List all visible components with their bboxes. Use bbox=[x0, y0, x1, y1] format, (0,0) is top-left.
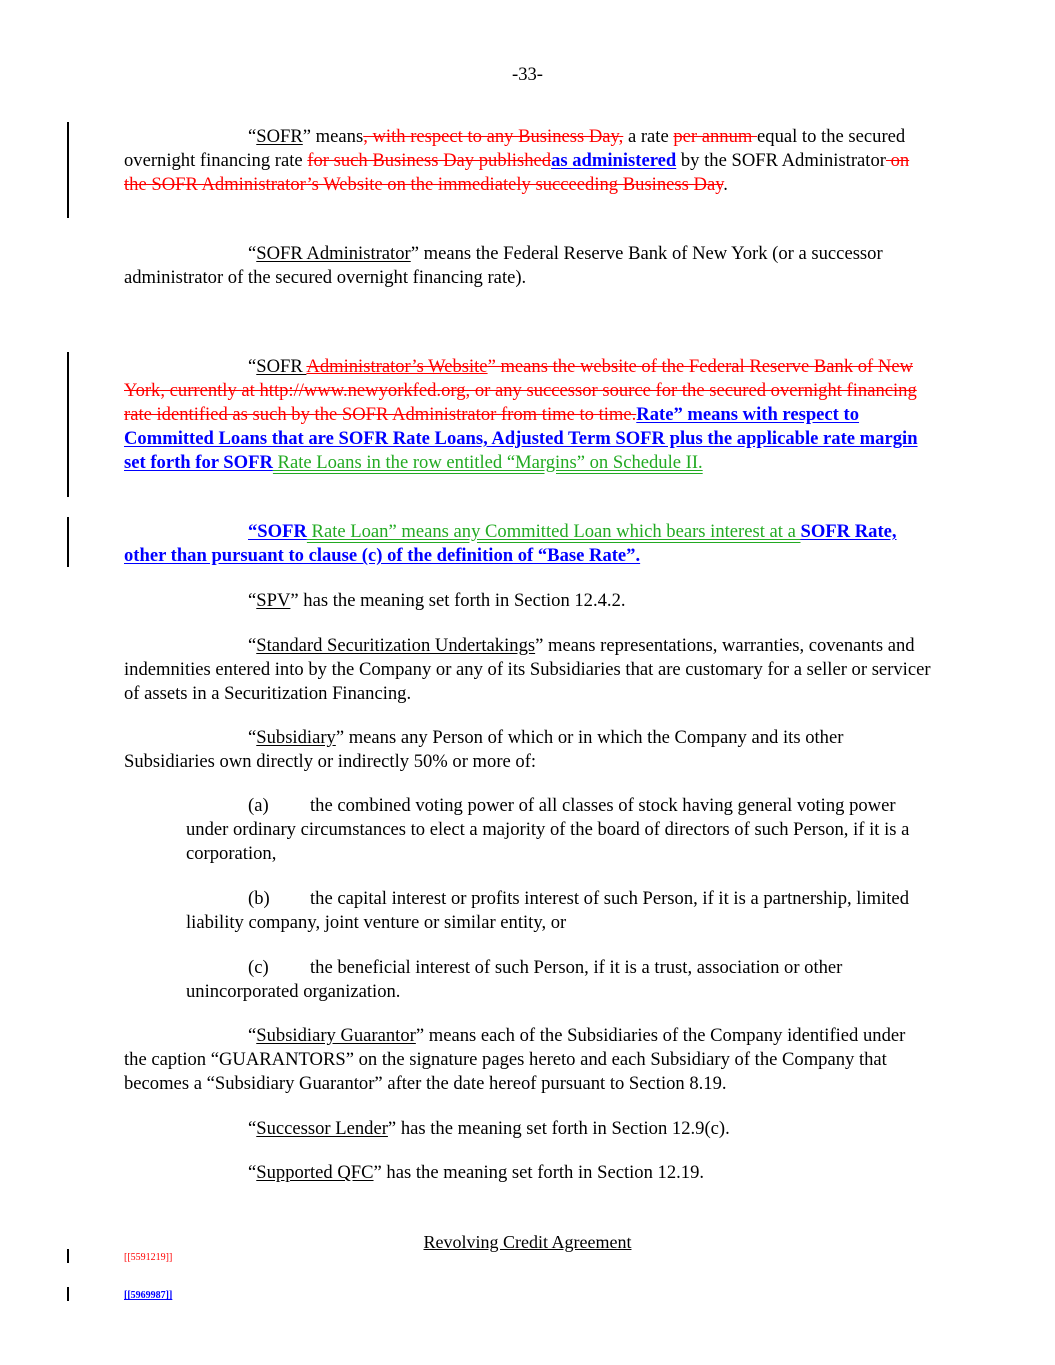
definition-sofr-rate-loan bbox=[124, 520, 932, 568]
page-number: -33- bbox=[512, 64, 543, 85]
quote: “ bbox=[248, 727, 257, 748]
definition-standard-securitization-undertakings bbox=[124, 634, 932, 706]
text: ” has the meaning set forth in Section 12.9(c). bbox=[387, 1118, 730, 1139]
inserted-text: “SOFR bbox=[248, 521, 307, 542]
text: by the SOFR Administrator bbox=[676, 150, 886, 171]
inserted-text: Rate” means with respect to Committed Loans that are SOFR Rate Loans, Adjusted Term SOFR plus the applicable rate margin set forth for SOFR bbox=[124, 404, 918, 473]
change-bar bbox=[67, 517, 69, 567]
definition-subsidiary-guarantor bbox=[124, 1024, 932, 1096]
change-bar bbox=[67, 1287, 69, 1301]
definition-sofr bbox=[124, 125, 932, 197]
defined-term: SOFR bbox=[256, 126, 303, 147]
definition-subsidiary bbox=[124, 726, 932, 774]
definition-spv bbox=[124, 589, 932, 613]
docket-number-deleted: [[5591219]] bbox=[124, 1252, 173, 1263]
defined-term: Supported QFC bbox=[256, 1162, 374, 1183]
quote: “ bbox=[248, 1025, 257, 1046]
footer-title: Revolving Credit Agreement bbox=[423, 1232, 632, 1252]
text: ” means bbox=[302, 126, 364, 147]
quote: “ bbox=[248, 1162, 257, 1183]
defined-term: SOFR Administrator bbox=[256, 243, 411, 264]
text: ” means any Person of which or in which the Company and its other Subsidiaries own directly or indirectly 50% or more of: bbox=[124, 727, 844, 772]
defined-term: SPV bbox=[256, 590, 291, 611]
text: ” means each of the Subsidiaries of the Company identified under the caption “GUARANTORS” on the signature pages hereto and each Subsidiary of the Company that becomes a “Subsidiary Guarantor” after the date hereof pursuant to Section 8.19. bbox=[124, 1025, 906, 1094]
quote: “ bbox=[248, 126, 257, 147]
definition-sofr-administrator bbox=[124, 242, 932, 290]
definition-successor-lender bbox=[124, 1117, 932, 1141]
subsidiary-clause-b bbox=[186, 887, 932, 935]
deleted-text: for such Business Day published bbox=[307, 150, 552, 171]
text: equal to the secured overnight financing rate bbox=[124, 126, 906, 171]
defined-term: Standard Securitization Undertakings bbox=[256, 635, 536, 656]
definition-sofr-rate bbox=[124, 355, 932, 475]
defined-term: Successor Lender bbox=[256, 1118, 388, 1139]
clause-label: (a) bbox=[248, 795, 269, 816]
change-bar bbox=[67, 352, 69, 497]
deleted-text: on the SOFR Administrator’s Website on the immediately succeeding Business Day bbox=[124, 150, 910, 195]
docket-number-inserted: [[5969987]] bbox=[124, 1290, 173, 1301]
inserted-text: SOFR Rate, other than pursuant to clause (c) of the definition of “Base Rate”. bbox=[124, 521, 897, 566]
quote: “ bbox=[248, 590, 257, 611]
text: ” has the meaning set forth in Section 12.4.2. bbox=[290, 590, 626, 611]
definition-supported-qfc bbox=[124, 1161, 932, 1185]
clause-text: the combined voting power of all classes of stock having general voting power under ordinary circumstances to elect a majority of the board of directors of such Person, if it is a corporation, bbox=[186, 795, 910, 864]
text: ” means the Federal Reserve Bank of New York (or a successor administrator of the secured overnight financing rate). bbox=[124, 243, 883, 288]
defined-term: Subsidiary bbox=[256, 727, 336, 748]
moved-text: Rate Loans in the row entitled “Margins” on Schedule II. bbox=[272, 452, 703, 473]
quote: “ bbox=[248, 635, 257, 656]
moved-text: Rate Loan” means any Committed Loan which bears interest at a bbox=[306, 521, 801, 542]
text: ” has the meaning set forth in Section 12.19. bbox=[373, 1162, 705, 1183]
deleted-text: , with respect to any Business Day, bbox=[363, 126, 624, 147]
subsidiary-clause-a bbox=[186, 794, 932, 866]
deleted-text: ” means the website of the Federal Reserve Bank of New York, currently at http://www.newyorkfed.org, or any successor source for the secured overnight financing rate identified as such by the SOFR Administrator from time to time. bbox=[124, 356, 917, 425]
quote: “ bbox=[248, 1118, 257, 1139]
defined-term: SOFR bbox=[256, 356, 307, 377]
change-bar bbox=[67, 122, 69, 218]
inserted-text: as administered bbox=[551, 150, 677, 171]
deleted-text: per annum bbox=[673, 126, 758, 147]
text: a rate bbox=[623, 126, 674, 147]
footer bbox=[0, 1230, 1055, 1254]
deleted-text: Administrator’s Website bbox=[306, 356, 488, 377]
subsidiary-clause-c bbox=[186, 956, 932, 1004]
clause-text: the capital interest or profits interest of such Person, if it is a partnership, limited liability company, joint venture or similar entity, or bbox=[186, 888, 909, 933]
clause-label: (c) bbox=[248, 957, 269, 978]
text: ” means representations, warranties, covenants and indemnities entered into by the Company or any of its Subsidiaries that are customary for a seller or servicer of assets in a Securitization Financing. bbox=[124, 635, 931, 704]
text: . bbox=[723, 174, 728, 195]
defined-term: Subsidiary Guarantor bbox=[256, 1025, 416, 1046]
clause-text: the beneficial interest of such Person, if it is a trust, association or other unincorporated organization. bbox=[186, 957, 843, 1002]
quote: “ bbox=[248, 356, 257, 377]
clause-label: (b) bbox=[248, 888, 270, 909]
quote: “ bbox=[248, 243, 257, 264]
